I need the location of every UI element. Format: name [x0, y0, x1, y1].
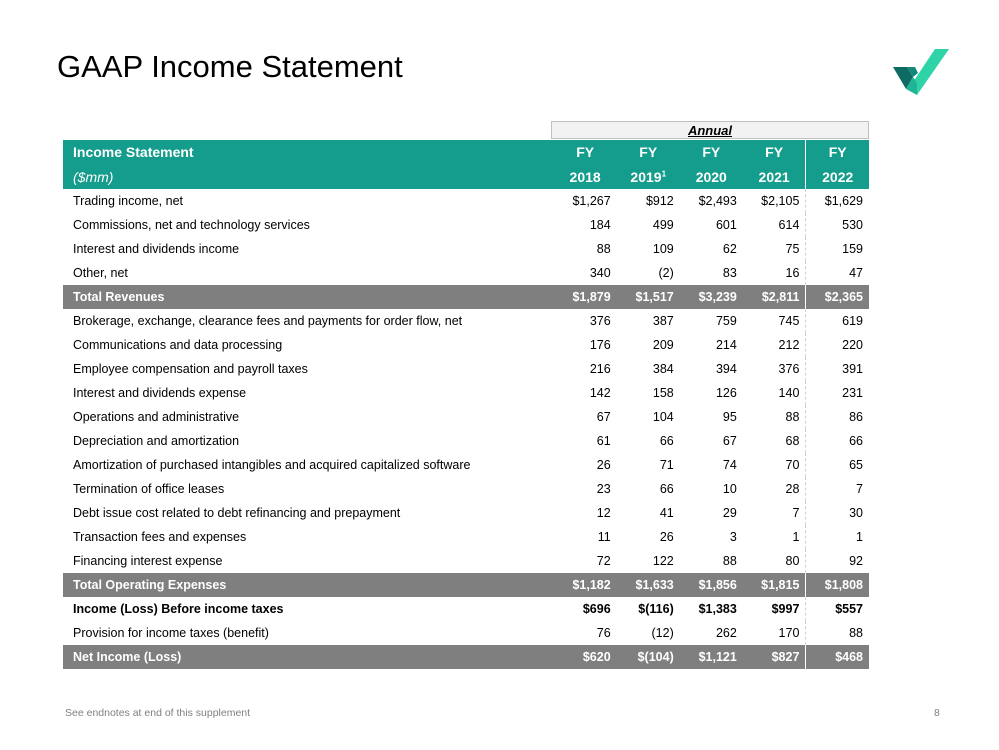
page-title: GAAP Income Statement — [57, 49, 403, 84]
header-year — [617, 164, 680, 189]
row-value: $2,365 — [806, 285, 869, 309]
row-label: Operations and administrative — [73, 410, 240, 424]
row-value: $468 — [806, 645, 869, 669]
row-value: 530 — [842, 218, 863, 232]
row-value: 16 — [743, 261, 806, 285]
row-value: 29 — [722, 506, 737, 520]
table-header-row — [63, 164, 869, 189]
row-value: $1,879 — [554, 285, 617, 309]
row-value: 216 — [589, 362, 611, 376]
row-value: 104 — [652, 410, 674, 424]
table-row — [63, 189, 869, 213]
row-value: $1,517 — [617, 285, 680, 309]
row-value: 619 — [842, 314, 863, 328]
header-fy: FY — [680, 140, 743, 164]
row-value: 23 — [596, 482, 611, 496]
header-label: Income Statement — [63, 140, 554, 164]
row-value: 62 — [722, 242, 737, 256]
row-label: Transaction fees and expenses — [73, 530, 247, 544]
row-value: 28 — [743, 477, 806, 501]
row-value: 212 — [743, 333, 806, 357]
header-year: 2022 — [806, 164, 869, 189]
row-value: 26 — [596, 458, 611, 472]
header-fy: FY — [806, 140, 869, 164]
row-value: 61 — [596, 434, 611, 448]
row-value: 30 — [849, 506, 863, 520]
header-fy: FY — [554, 140, 617, 164]
row-value: (12) — [651, 626, 674, 640]
row-label: Depreciation and amortization — [73, 434, 240, 448]
row-value: 745 — [743, 309, 806, 333]
row-value: 88 — [596, 242, 611, 256]
row-label: Communications and data processing — [73, 338, 283, 352]
row-label: Brokerage, exchange, clearance fees and payments for order flow, net — [73, 314, 463, 328]
row-value: 209 — [652, 338, 674, 352]
table-row — [63, 405, 869, 429]
row-label: Provision for income taxes (benefit) — [73, 626, 269, 640]
table-header-row — [63, 140, 869, 164]
row-value: 88 — [743, 405, 806, 429]
row-value: 12 — [596, 506, 611, 520]
header-fy: FY — [617, 140, 680, 164]
row-value: 66 — [659, 434, 674, 448]
table-row — [63, 309, 869, 333]
row-value: 7 — [856, 482, 863, 496]
row-label: Interest and dividends income — [73, 242, 240, 256]
row-value: 88 — [722, 554, 737, 568]
row-value: $1,633 — [617, 573, 680, 597]
row-value: $1,629 — [824, 194, 863, 208]
row-value: 10 — [722, 482, 737, 496]
row-value: 83 — [722, 266, 737, 280]
row-value: 499 — [652, 218, 674, 232]
row-value: 67 — [596, 410, 611, 424]
row-value: 158 — [652, 386, 674, 400]
row-value: 75 — [743, 237, 806, 261]
row-label: Financing interest expense — [73, 554, 223, 568]
row-value: $1,808 — [806, 573, 869, 597]
row-value: $(104) — [617, 645, 680, 669]
header-fy: FY — [743, 140, 806, 164]
row-value: 109 — [652, 242, 674, 256]
row-value: $(116) — [638, 602, 674, 616]
row-value: 126 — [715, 386, 737, 400]
row-value: (2) — [658, 266, 674, 280]
row-value: 170 — [743, 621, 806, 645]
row-value: 759 — [715, 314, 737, 328]
row-value: 68 — [743, 429, 806, 453]
page-number: 8 — [934, 707, 940, 719]
row-value: 70 — [743, 453, 806, 477]
company-logo-icon — [893, 49, 949, 99]
header-units: ($mm) — [63, 164, 554, 189]
row-value: $997 — [743, 597, 806, 621]
header-year-text: 2019 — [630, 168, 662, 185]
row-value: 86 — [849, 410, 863, 424]
footnote-marker: 1 — [661, 168, 667, 178]
row-label: Amortization of purchased intangibles and acquired capitalized software — [73, 458, 471, 472]
row-value: 76 — [596, 626, 611, 640]
table-row — [63, 357, 869, 381]
row-value: 92 — [849, 554, 863, 568]
row-value: 41 — [659, 506, 674, 520]
table-row — [63, 453, 869, 477]
row-value: 601 — [715, 218, 737, 232]
row-value: 67 — [722, 434, 737, 448]
row-value: 66 — [659, 482, 674, 496]
row-value: 176 — [589, 338, 611, 352]
row-value: $827 — [743, 645, 806, 669]
table-row — [63, 597, 869, 621]
table-row — [63, 621, 869, 645]
row-value: 394 — [715, 362, 737, 376]
row-value: 231 — [842, 386, 863, 400]
row-value: 66 — [849, 434, 863, 448]
row-label: Termination of office leases — [73, 482, 225, 496]
table-row — [63, 645, 869, 669]
row-value: $1,815 — [743, 573, 806, 597]
row-value: $1,267 — [572, 194, 611, 208]
row-value: 47 — [849, 266, 863, 280]
row-value: 140 — [743, 381, 806, 405]
row-label: Trading income, net — [73, 194, 184, 208]
table-row — [63, 501, 869, 525]
table-row — [63, 333, 869, 357]
row-value: $2,493 — [698, 194, 737, 208]
row-value: 220 — [842, 338, 863, 352]
row-value: 71 — [659, 458, 674, 472]
table-row — [63, 429, 869, 453]
row-value: $1,182 — [554, 573, 617, 597]
header-year: 2021 — [743, 164, 806, 189]
row-value: $1,383 — [698, 602, 737, 616]
income-statement-table — [63, 140, 869, 669]
row-label: Debt issue cost related to debt refinancing and prepayment — [73, 506, 401, 520]
table-row — [63, 381, 869, 405]
row-value: 11 — [597, 530, 611, 544]
row-value: 340 — [589, 266, 611, 280]
row-value: 1 — [743, 525, 806, 549]
row-value: 95 — [722, 410, 737, 424]
row-label: Total Revenues — [63, 285, 554, 309]
row-value: 26 — [659, 530, 674, 544]
row-value: 384 — [652, 362, 674, 376]
row-value: 184 — [589, 218, 611, 232]
row-value: $2,105 — [743, 189, 806, 213]
row-value: 7 — [743, 501, 806, 525]
row-value: 65 — [849, 458, 863, 472]
row-value: 376 — [743, 357, 806, 381]
row-value: 387 — [652, 314, 674, 328]
row-value: 72 — [596, 554, 611, 568]
row-value: $696 — [582, 602, 611, 616]
row-value: 614 — [743, 213, 806, 237]
row-label: Other, net — [73, 266, 128, 280]
row-value: $3,239 — [680, 285, 743, 309]
row-label: Income (Loss) Before income taxes — [73, 602, 284, 616]
table-row — [63, 573, 869, 597]
row-value: 88 — [849, 626, 863, 640]
row-value: $2,811 — [743, 285, 806, 309]
table-row — [63, 477, 869, 501]
row-value: 80 — [743, 549, 806, 573]
header-year: 2018 — [554, 164, 617, 189]
row-value: 122 — [652, 554, 674, 568]
row-label: Commissions, net and technology services — [73, 218, 310, 232]
row-label: Net Income (Loss) — [63, 645, 554, 669]
table-row — [63, 525, 869, 549]
row-label: Total Operating Expenses — [63, 573, 554, 597]
row-value: $1,121 — [680, 645, 743, 669]
table-row — [63, 285, 869, 309]
row-value: 214 — [715, 338, 737, 352]
header-year: 2020 — [680, 164, 743, 189]
table-row — [63, 261, 869, 285]
row-value: 391 — [842, 362, 863, 376]
row-value: 1 — [856, 530, 863, 544]
row-value: 142 — [589, 386, 611, 400]
footnote: See endnotes at end of this supplement — [65, 707, 251, 719]
table-row — [63, 237, 869, 261]
table-row — [63, 549, 869, 573]
annual-header-box — [551, 121, 869, 139]
row-value: 262 — [715, 626, 737, 640]
row-label: Interest and dividends expense — [73, 386, 247, 400]
row-value: 159 — [842, 242, 863, 256]
row-value: $557 — [835, 602, 863, 616]
row-label: Employee compensation and payroll taxes — [73, 362, 308, 376]
row-value: $1,856 — [680, 573, 743, 597]
row-value: $620 — [554, 645, 617, 669]
row-value: $912 — [645, 194, 674, 208]
row-value: 74 — [722, 458, 737, 472]
row-value: 376 — [589, 314, 611, 328]
row-value: 3 — [729, 530, 737, 544]
table-row — [63, 213, 869, 237]
annual-label: Annual — [687, 123, 733, 138]
